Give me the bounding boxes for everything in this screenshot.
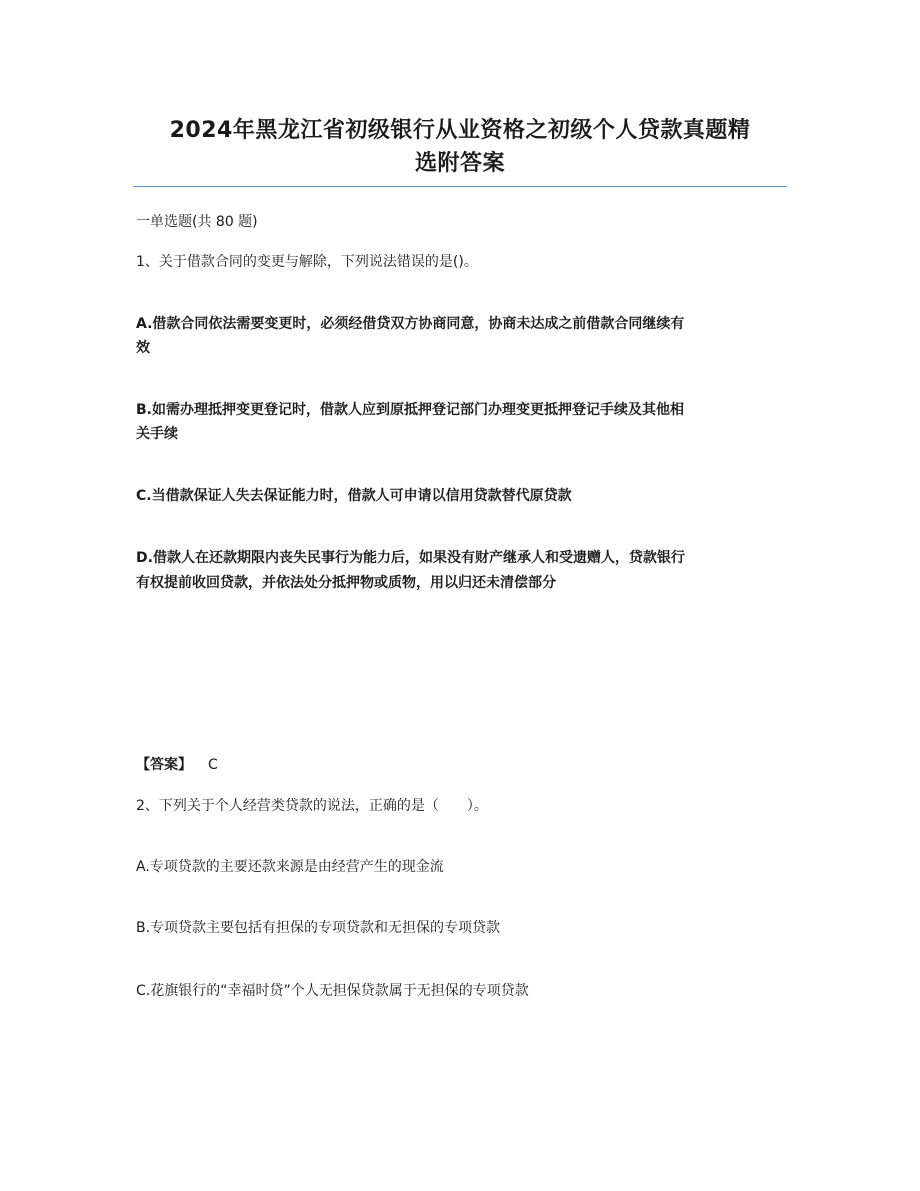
title-line-1: 2024年黑龙江省初级银行从业资格之初级个人贷款真题精 (169, 118, 751, 143)
question-1-option-a-line-2: 效 (136, 340, 150, 356)
answer-value: C (208, 757, 218, 773)
question-2-stem: 2、下列关于个人经营类贷款的说法，正确的是（ ）。 (136, 798, 488, 814)
question-2-option-c: C.花旗银行的“幸福时贷”个人无担保贷款属于无担保的专项贷款 (136, 983, 529, 999)
question-1-option-b-line-1: B.如需办理抵押变更登记时，借款人应到原抵押登记部门办理变更抵押登记手续及其他相 (136, 402, 684, 418)
question-1-stem: 1、关于借款合同的变更与解除，下列说法错误的是()。 (136, 254, 478, 270)
question-1-option-c: C.当借款保证人失去保证能力时，借款人可申请以信用贷款替代原贷款 (136, 488, 572, 504)
answer-label: 【答案】 (136, 757, 192, 773)
title-line-2: 选附答案 (414, 151, 505, 176)
question-2-option-b: B.专项贷款主要包括有担保的专项贷款和无担保的专项贷款 (136, 920, 501, 936)
title-divider (133, 186, 787, 187)
question-2-option-a: A.专项贷款的主要还款来源是由经营产生的现金流 (136, 859, 444, 875)
question-1-option-a-line-1: A.借款合同依法需要变更时，必须经借贷双方协商同意，协商未达成之前借款合同继续有 (136, 316, 685, 332)
document-title (133, 114, 787, 180)
question-1-option-b-line-2: 关手续 (136, 426, 178, 442)
question-1-option-d-line-2: 有权提前收回贷款，并依法处分抵押物或质物，用以归还未清偿部分 (136, 575, 556, 591)
section-header: 一单选题(共 80 题) (136, 214, 258, 230)
question-1-option-d-line-1: D.借款人在还款期限内丧失民事行为能力后，如果没有财产继承人和受遗赠人，贷款银行 (136, 550, 685, 566)
question-1-answer (136, 754, 786, 776)
